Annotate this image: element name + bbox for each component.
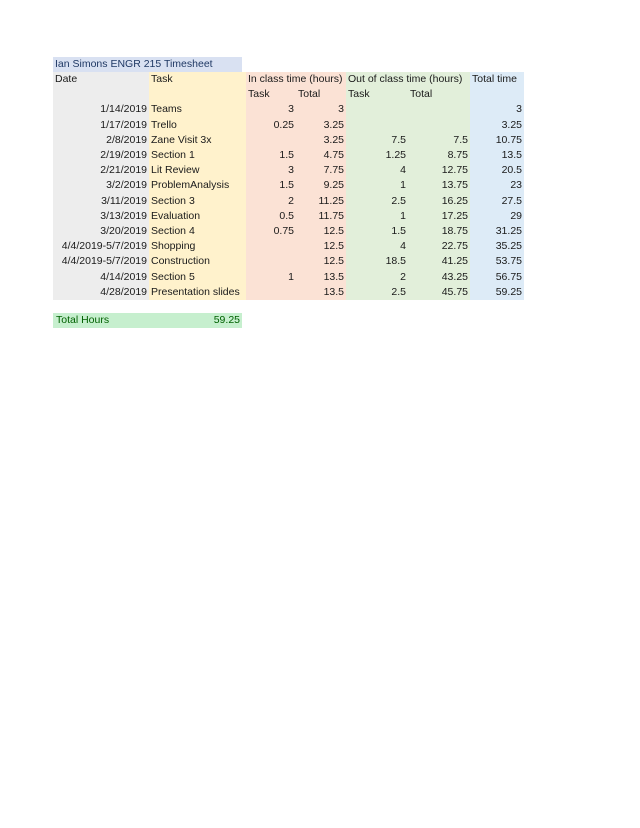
cell-task[interactable]: Section 5 <box>149 269 246 284</box>
cell-total-time[interactable]: 29 <box>470 209 524 224</box>
table-row <box>53 224 524 239</box>
cell-in-class-total[interactable]: 4.75 <box>296 148 346 163</box>
cell-task[interactable]: Zane Visit 3x <box>149 133 246 148</box>
total-hours-cell[interactable] <box>53 313 242 328</box>
header-task[interactable]: Task <box>149 72 246 87</box>
cell-out-class-total[interactable]: 43.25 <box>408 269 470 284</box>
timesheet-table <box>53 72 524 300</box>
table-row <box>53 133 524 148</box>
cell-in-class-total[interactable]: 3.25 <box>296 133 346 148</box>
cell-date[interactable]: 4/4/2019-5/7/2019 <box>53 254 149 269</box>
cell-task[interactable]: Section 4 <box>149 224 246 239</box>
table-row <box>53 194 524 209</box>
cell-date[interactable]: 4/14/2019 <box>53 269 149 284</box>
table-row <box>53 285 524 300</box>
cell-out-class-task[interactable]: 2 <box>346 269 408 284</box>
cell-total-time[interactable]: 56.75 <box>470 269 524 284</box>
cell-in-class-total[interactable]: 12.5 <box>296 224 346 239</box>
cell-out-class-task[interactable]: 7.5 <box>346 133 408 148</box>
total-hours-value: 59.25 <box>213 314 240 326</box>
sheet-title: Ian Simons ENGR 215 Timesheet <box>53 57 242 72</box>
cell-task[interactable]: Trello <box>149 118 246 133</box>
cell-date[interactable]: 4/4/2019-5/7/2019 <box>53 239 149 254</box>
subheader-out-total[interactable]: Total <box>408 87 470 102</box>
cell-total-time[interactable]: 23 <box>470 178 524 193</box>
cell-out-class-task[interactable]: 1.25 <box>346 148 408 163</box>
cell-out-class-total[interactable]: 17.25 <box>408 209 470 224</box>
cell-total-time[interactable]: 3.25 <box>470 118 524 133</box>
cell-out-class-task[interactable]: 1 <box>346 209 408 224</box>
subheader-task-empty[interactable] <box>149 87 246 102</box>
cell-total-time[interactable]: 35.25 <box>470 239 524 254</box>
cell-total-time[interactable]: 59.25 <box>470 285 524 300</box>
cell-task[interactable]: Shopping <box>149 239 246 254</box>
cell-date[interactable]: 1/17/2019 <box>53 118 149 133</box>
cell-out-class-task[interactable] <box>346 118 408 133</box>
total-hours-label: Total Hours <box>56 314 110 326</box>
cell-out-class-total[interactable]: 41.25 <box>408 254 470 269</box>
cell-out-class-total[interactable]: 22.75 <box>408 239 470 254</box>
table-row <box>53 118 524 133</box>
table-row <box>53 102 524 117</box>
cell-in-class-task[interactable]: 0.25 <box>246 118 296 133</box>
cell-in-class-total[interactable]: 3 <box>296 102 346 117</box>
cell-date[interactable]: 3/11/2019 <box>53 194 149 209</box>
cell-out-class-task[interactable]: 18.5 <box>346 254 408 269</box>
cell-out-class-total[interactable]: 7.5 <box>408 133 470 148</box>
table-row <box>53 269 524 284</box>
cell-total-time[interactable]: 31.25 <box>470 224 524 239</box>
cell-in-class-task[interactable] <box>246 239 296 254</box>
cell-in-class-task[interactable] <box>246 254 296 269</box>
cell-out-class-total[interactable]: 13.75 <box>408 178 470 193</box>
cell-task[interactable]: Section 1 <box>149 148 246 163</box>
cell-date[interactable]: 2/19/2019 <box>53 148 149 163</box>
cell-out-class-total[interactable]: 12.75 <box>408 163 470 178</box>
cell-in-class-task[interactable] <box>246 285 296 300</box>
cell-in-class-total[interactable]: 7.75 <box>296 163 346 178</box>
cell-task[interactable]: Evaluation <box>149 209 246 224</box>
header-date[interactable]: Date <box>53 72 149 87</box>
cell-task[interactable]: ProblemAnalysis <box>149 178 246 193</box>
cell-in-class-task[interactable]: 0.75 <box>246 224 296 239</box>
table-row <box>53 239 524 254</box>
cell-date[interactable]: 3/2/2019 <box>53 178 149 193</box>
cell-out-class-total[interactable]: 8.75 <box>408 148 470 163</box>
cell-total-time[interactable]: 20.5 <box>470 163 524 178</box>
cell-in-class-total[interactable]: 13.5 <box>296 285 346 300</box>
cell-out-class-total[interactable]: 18.75 <box>408 224 470 239</box>
cell-in-class-total[interactable]: 9.25 <box>296 178 346 193</box>
cell-in-class-task[interactable]: 2 <box>246 194 296 209</box>
cell-total-time[interactable]: 13.5 <box>470 148 524 163</box>
cell-in-class-task[interactable]: 3 <box>246 102 296 117</box>
cell-date[interactable]: 1/14/2019 <box>53 102 149 117</box>
header-total-time[interactable]: Total time <box>470 72 524 87</box>
cell-in-class-task[interactable]: 1.5 <box>246 148 296 163</box>
cell-in-class-total[interactable]: 11.75 <box>296 209 346 224</box>
cell-task[interactable]: Lit Review <box>149 163 246 178</box>
cell-task[interactable]: Teams <box>149 102 246 117</box>
cell-out-class-total[interactable] <box>408 118 470 133</box>
cell-total-time[interactable]: 53.75 <box>470 254 524 269</box>
cell-date[interactable]: 4/28/2019 <box>53 285 149 300</box>
cell-out-class-total[interactable]: 45.75 <box>408 285 470 300</box>
subheader-in-total[interactable]: Total <box>296 87 346 102</box>
cell-in-class-task[interactable]: 0.5 <box>246 209 296 224</box>
cell-in-class-total[interactable]: 12.5 <box>296 254 346 269</box>
cell-out-class-task[interactable] <box>346 102 408 117</box>
header-in-class[interactable]: In class time (hours) <box>246 72 346 87</box>
cell-task[interactable]: Construction <box>149 254 246 269</box>
cell-task[interactable]: Section 3 <box>149 194 246 209</box>
cell-in-class-task[interactable]: 1 <box>246 269 296 284</box>
cell-total-time[interactable]: 10.75 <box>470 133 524 148</box>
table-row <box>53 209 524 224</box>
cell-in-class-total[interactable]: 12.5 <box>296 239 346 254</box>
header-out-class[interactable]: Out of class time (hours) <box>346 72 470 87</box>
cell-in-class-total[interactable]: 13.5 <box>296 269 346 284</box>
table-row <box>53 163 524 178</box>
cell-out-class-task[interactable]: 1 <box>346 178 408 193</box>
cell-in-class-total[interactable]: 11.25 <box>296 194 346 209</box>
cell-date[interactable]: 3/13/2019 <box>53 209 149 224</box>
table-row <box>53 178 524 193</box>
subheader-out-task[interactable]: Task <box>346 87 408 102</box>
table-row <box>53 148 524 163</box>
cell-task[interactable]: Presentation slides <box>149 285 246 300</box>
subheader-total-empty[interactable] <box>470 87 524 102</box>
cell-out-class-task[interactable]: 1.5 <box>346 224 408 239</box>
cell-in-class-task[interactable]: 1.5 <box>246 178 296 193</box>
cell-total-time[interactable]: 27.5 <box>470 194 524 209</box>
cell-in-class-task[interactable]: 3 <box>246 163 296 178</box>
cell-out-class-total[interactable] <box>408 102 470 117</box>
cell-out-class-task[interactable]: 4 <box>346 163 408 178</box>
cell-out-class-total[interactable]: 16.25 <box>408 194 470 209</box>
subheader-in-task[interactable]: Task <box>246 87 296 102</box>
cell-in-class-task[interactable] <box>246 133 296 148</box>
cell-out-class-task[interactable]: 2.5 <box>346 285 408 300</box>
header-row <box>53 72 524 87</box>
cell-date[interactable]: 3/20/2019 <box>53 224 149 239</box>
cell-in-class-total[interactable]: 3.25 <box>296 118 346 133</box>
cell-date[interactable]: 2/8/2019 <box>53 133 149 148</box>
subheader-date-empty[interactable] <box>53 87 149 102</box>
cell-total-time[interactable]: 3 <box>470 102 524 117</box>
cell-date[interactable]: 2/21/2019 <box>53 163 149 178</box>
cell-out-class-task[interactable]: 2.5 <box>346 194 408 209</box>
subheader-row <box>53 87 524 102</box>
table-row <box>53 254 524 269</box>
cell-out-class-task[interactable]: 4 <box>346 239 408 254</box>
